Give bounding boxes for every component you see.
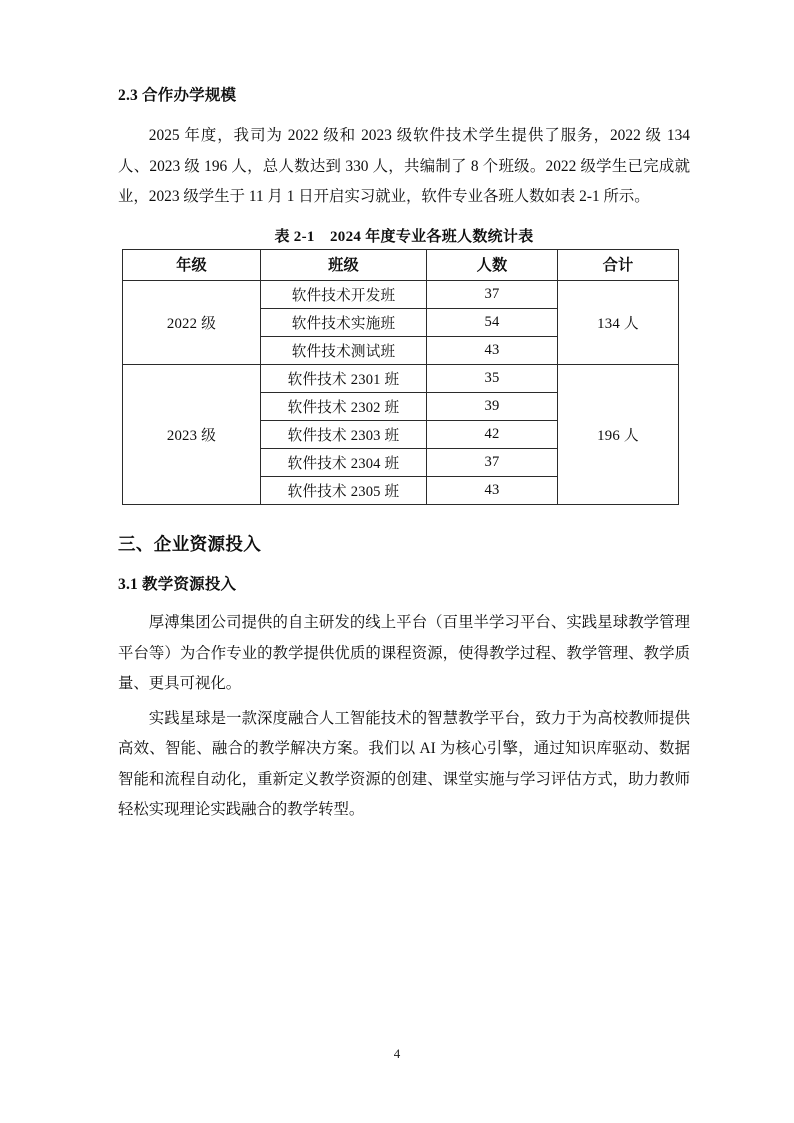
table-cell-count: 42 xyxy=(427,420,558,448)
table-header-total: 合计 xyxy=(558,249,679,280)
table-row xyxy=(123,364,679,392)
paragraph-3-1-platform: 厚溥集团公司提供的自主研发的线上平台（百里半学习平台、实践星球教学管理平台等）为合作专业的教学提供优质的课程资源，使得教学过程、教学管理、教学质量、更具可视化。 xyxy=(118,614,690,693)
table-header-row xyxy=(123,249,679,280)
table-header-grade: 年级 xyxy=(123,249,261,280)
table-row xyxy=(123,280,679,308)
paragraph-2-3-intro: 2025 年度，我司为 2022 级和 2023 级软件技术学生提供了服务，2022 级 134 人、2023 级 196 人，总人数达到 330 人，共编制了 8 个班级。2022 级学生已完成就业，2023 级学生于 11 月 1 日开启实习就业，软件专业各班人数如表 2-1 所示。 xyxy=(118,127,690,206)
heading-section-three: 三、企业资源投入 xyxy=(118,533,262,554)
heading-3-1: 3.1 教学资源投入 xyxy=(118,576,237,593)
table-cell-count: 43 xyxy=(427,476,558,504)
table-cell-count: 37 xyxy=(427,448,558,476)
table-cell-class: 软件技术 2302 班 xyxy=(261,392,427,420)
table-cell-class: 软件技术测试班 xyxy=(261,336,427,364)
table-cell-total: 134 人 xyxy=(558,280,679,364)
table-cell-class: 软件技术实施班 xyxy=(261,308,427,336)
table-cell-class: 软件技术 2303 班 xyxy=(261,420,427,448)
table-cell-count: 39 xyxy=(427,392,558,420)
table-cell-class: 软件技术 2305 班 xyxy=(261,476,427,504)
table-cell-total: 196 人 xyxy=(558,364,679,504)
table-cell-count: 37 xyxy=(427,280,558,308)
table-caption: 表 2-1 2024 年度专业各班人数统计表 xyxy=(274,228,534,245)
table-cell-grade: 2022 级 xyxy=(123,280,261,364)
class-headcount-table xyxy=(122,249,679,505)
table-header-count: 人数 xyxy=(427,249,558,280)
paragraph-3-1-shijianxingqiu: 实践星球是一款深度融合人工智能技术的智慧教学平台，致力于为高校教师提供高效、智能、融合的教学解决方案。我们以 AI 为核心引擎，通过知识库驱动、数据智能和流程自动化，重新定义教学资源的创建、课堂实施与学习评估方式，助力教师轻松实现理论实践融合的教学转型。 xyxy=(118,709,690,819)
table-cell-class: 软件技术 2304 班 xyxy=(261,448,427,476)
table-cell-count: 35 xyxy=(427,364,558,392)
heading-2-3: 2.3 合作办学规模 xyxy=(118,87,237,104)
page-number: 4 xyxy=(393,1046,401,1061)
table-cell-count: 54 xyxy=(427,308,558,336)
table-cell-grade: 2023 级 xyxy=(123,364,261,504)
table-cell-class: 软件技术 2301 班 xyxy=(261,364,427,392)
table-header-class: 班级 xyxy=(261,249,427,280)
table-cell-class: 软件技术开发班 xyxy=(261,280,427,308)
page-content xyxy=(118,84,690,830)
table-cell-count: 43 xyxy=(427,336,558,364)
